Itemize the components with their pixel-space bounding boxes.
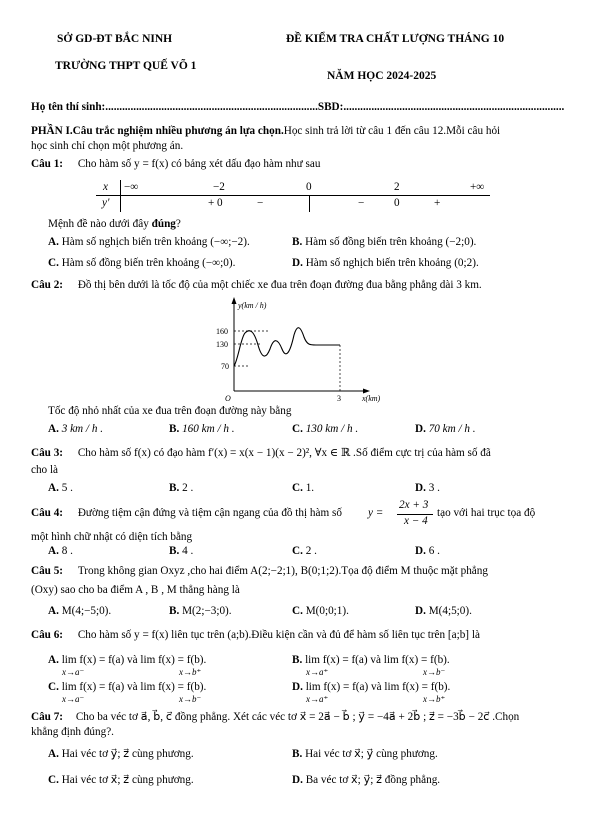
option-key: A. <box>48 423 59 435</box>
q6-text: Cho hàm số y = f(x) liên tục trên (a;b).Điều kiện cần và đủ để hàm số liên tục trên [a;b] là <box>77 629 480 641</box>
question-7 <box>31 710 519 723</box>
option-key: A. <box>48 605 59 617</box>
q7-option-a[interactable] <box>48 747 194 760</box>
q3-text-2: cho là <box>31 464 59 476</box>
q7-option-c[interactable] <box>48 773 194 786</box>
option-text: Ba véc tơ x⃗; y⃗; z⃗ đồng phẳng. <box>305 774 441 786</box>
x-value: −∞ <box>124 181 139 193</box>
q1-prompt-bold: đúng <box>151 218 176 230</box>
q4-text-post: tạo với hai trục tọa độ <box>437 507 536 519</box>
sign-value: + <box>208 197 215 209</box>
option-key: B. <box>169 423 180 435</box>
q4-option-c[interactable] <box>292 545 317 557</box>
q7-text-2: khẳng định đúng?. <box>31 726 114 738</box>
option-text: 5 . <box>61 482 73 494</box>
q6-option-b[interactable] <box>292 654 450 677</box>
question-2 <box>31 279 482 291</box>
option-text: M(4;5;0). <box>428 605 472 617</box>
option-text: Hàm số nghịch biến trên khoảng (−∞;−2). <box>61 236 250 248</box>
option-key: C. <box>48 681 59 693</box>
option-key: B. <box>169 605 180 617</box>
question-1 <box>31 158 320 170</box>
option-key: C. <box>292 545 303 557</box>
option-text: Hàm số đồng biến trên khoảng (−2;0). <box>305 236 477 248</box>
q3-option-c[interactable] <box>292 482 314 494</box>
q1-option-d[interactable] <box>292 257 479 269</box>
graph-x-label: x(km) <box>362 394 381 403</box>
option-text: Hàm số nghịch biến trên khoảng (0;2). <box>305 257 479 269</box>
x-value: 2 <box>394 181 400 193</box>
q4-func-num: 2x + 3 <box>399 499 429 511</box>
option-key: C. <box>292 482 303 494</box>
question-5 <box>31 565 488 577</box>
part1-intro: Học sinh trả lời từ câu 1 đến câu 12.Mỗi câu hỏi <box>283 125 501 137</box>
q4-option-a[interactable] <box>48 545 73 557</box>
sbd-label: SBD: <box>317 101 344 113</box>
sign-value: − <box>358 197 365 209</box>
graph-y-label: y(km / h) <box>238 301 267 310</box>
option-key: D. <box>292 257 303 269</box>
q7-option-b[interactable] <box>292 747 438 760</box>
option-text: 2 . <box>305 545 317 557</box>
q5-option-b[interactable] <box>169 605 232 617</box>
q5-option-c[interactable] <box>292 605 349 617</box>
student-info-line <box>31 101 564 113</box>
x-axis-arrow-icon <box>363 389 370 394</box>
q1-prompt-end: ? <box>175 218 181 230</box>
option-text: 160 km / h . <box>182 423 235 435</box>
q4-option-d[interactable] <box>415 545 440 557</box>
option-text: lim f(x) = f(a) và lim f(x) = f(b). <box>61 681 207 693</box>
q4-label: Câu 4: <box>31 507 64 519</box>
option-key: A. <box>48 545 59 557</box>
question-3 <box>31 446 491 459</box>
table-x-label: x <box>103 181 108 193</box>
option-text: 3 km / h . <box>61 423 104 435</box>
option-text: M(0;0;1). <box>305 605 349 617</box>
sign-value: 0 <box>217 197 223 209</box>
graph-x-tick: 3 <box>337 394 341 403</box>
q2-text: Đồ thị bên dưới là tốc độ của một chiếc xe đua trên đoạn đường đua bằng phẳng dài 3 km. <box>77 279 482 291</box>
q4-text: Đường tiệm cận đứng và tiệm cận ngang của đồ thị hàm số <box>77 507 342 519</box>
q1-text: Cho hàm số y = f(x) có bảng xét dấu đạo hàm như sau <box>77 158 321 170</box>
q6-label: Câu 6: <box>31 629 64 641</box>
limit-subscript: x→b⁺ <box>179 667 202 677</box>
table-divider <box>96 195 490 196</box>
question-4 <box>31 507 342 519</box>
q6-option-d[interactable] <box>292 681 451 704</box>
option-text: Hai véc tơ x⃗; z⃗ cùng phương. <box>61 774 194 786</box>
option-key: D. <box>292 774 303 786</box>
table-y-label: y' <box>102 197 110 209</box>
option-text: 6 . <box>428 545 440 557</box>
sign-value: + <box>434 197 441 209</box>
q1-prompt-text: Mệnh đề nào dưới đây <box>48 218 152 230</box>
q1-option-a[interactable] <box>48 236 250 248</box>
q4-option-b[interactable] <box>169 545 193 557</box>
option-key: D. <box>415 545 426 557</box>
q5-text-2: (Oxy) sao cho ba điểm A , B , M thẳng hàng là <box>31 584 240 596</box>
q2-prompt: Tốc độ nhỏ nhất của xe đua trên đoạn đường này bằng <box>48 405 292 417</box>
sign-table <box>96 180 490 212</box>
q2-option-c[interactable] <box>292 423 358 435</box>
option-key: B. <box>292 748 303 760</box>
sign-value: − <box>257 197 264 209</box>
q3-text: Cho hàm số f(x) có đạo hàm f′(x) = x(x − 1)(x − 2)², ∀x ∈ ℝ .Số điểm cực trị của hàm số đã <box>77 447 491 459</box>
q6-option-c[interactable] <box>48 681 207 704</box>
q3-label: Câu 3: <box>31 447 64 459</box>
limit-subscript: x→a⁻ <box>62 667 85 677</box>
name-field[interactable]: ............................................................................ <box>105 101 318 113</box>
q4-text-2: một hình chữ nhật có diện tích bằng <box>31 531 193 543</box>
part1-intro-2: học sinh chỉ chọn một phương án. <box>31 140 184 152</box>
option-key: B. <box>292 236 303 248</box>
option-text: 3 . <box>428 482 440 494</box>
option-text: lim f(x) = f(a) và lim f(x) = f(b). <box>61 654 207 666</box>
sbd-field[interactable]: ............................................................................... <box>343 101 565 113</box>
q3-option-a[interactable] <box>48 482 73 494</box>
graph-y-tick: 130 <box>216 340 228 349</box>
q4-func-den: x − 4 <box>404 515 428 527</box>
option-key: D. <box>415 605 426 617</box>
q7-option-d[interactable] <box>292 773 440 786</box>
q7-label: Câu 7: <box>31 711 64 723</box>
option-key: A. <box>48 482 59 494</box>
option-text: M(4;−5;0). <box>61 605 112 617</box>
x-value: +∞ <box>470 181 485 193</box>
part1-title: PHẦN I.Câu trắc nghiệm nhiều phương án lựa chọn. <box>31 125 284 137</box>
option-text: Hai véc tơ y⃗; z⃗ cùng phương. <box>61 748 194 760</box>
sign-value: 0 <box>394 197 400 209</box>
question-6 <box>31 629 480 641</box>
y-axis-arrow-icon <box>232 297 237 304</box>
option-text: 1. <box>305 482 315 494</box>
limit-subscript: x→b⁻ <box>423 667 446 677</box>
q5-text: Trong không gian Oxyz ,cho hai điểm A(2;−2;1), B(0;1;2).Tọa độ điểm M thuộc mặt phẳng <box>77 565 488 577</box>
q7-text: Cho ba véc tơ a⃗, b⃗, c⃗ đồng phẳng. Xét các véc tơ x⃗ = 2a⃗ − b⃗ ; y⃗ = −4a⃗ + 2b⃗ ; z⃗ = −3b⃗ − 2c⃗ .Chọn <box>75 711 520 723</box>
option-key: A. <box>48 236 59 248</box>
exam-title: ĐỀ KIỂM TRA CHẤT LƯỢNG THÁNG 10 <box>286 33 505 45</box>
dept-name: SỞ GD-ĐT BẮC NINH <box>57 33 173 45</box>
q3-option-b[interactable] <box>169 482 193 494</box>
q2-option-a[interactable] <box>48 423 103 435</box>
option-text: 130 km / h . <box>305 423 359 435</box>
option-key: A. <box>48 748 59 760</box>
option-text: Hai véc tơ x⃗; y⃗ cùng phương. <box>305 748 438 760</box>
option-text: 8 . <box>61 545 73 557</box>
option-text: 4 . <box>182 545 194 557</box>
option-key: C. <box>292 423 303 435</box>
option-key: D. <box>415 423 426 435</box>
q4-func-lhs: y = <box>368 507 384 519</box>
q5-option-d[interactable] <box>415 605 472 617</box>
speed-graph <box>200 295 400 407</box>
limit-subscript: x→a⁻ <box>62 694 85 704</box>
option-text: lim f(x) = f(a) và lim f(x) = f(b). <box>305 681 451 693</box>
option-text: 70 km / h . <box>428 423 476 435</box>
table-label-border <box>120 180 121 212</box>
q6-option-a[interactable] <box>48 654 207 677</box>
q5-option-a[interactable] <box>48 605 111 617</box>
school-name: TRƯỜNG THPT QUẾ VÕ 1 <box>55 60 197 72</box>
table-bar <box>309 195 310 212</box>
option-text: 2 . <box>182 482 194 494</box>
option-key: C. <box>292 605 303 617</box>
limit-subscript: x→b⁻ <box>179 694 202 704</box>
q2-option-b[interactable] <box>169 423 235 435</box>
option-key: C. <box>48 257 59 269</box>
limit-subscript: x→a⁺ <box>306 694 329 704</box>
limit-subscript: x→b⁺ <box>423 694 446 704</box>
option-text: lim f(x) = f(a) và lim f(x) = f(b). <box>305 654 450 666</box>
q1-option-b[interactable] <box>292 236 476 248</box>
name-label: Họ tên thí sinh: <box>31 101 106 113</box>
option-text: M(2;−3;0). <box>182 605 232 617</box>
q1-option-c[interactable] <box>48 257 235 269</box>
q1-prompt <box>48 218 181 230</box>
option-key: D. <box>415 482 426 494</box>
q5-label: Câu 5: <box>31 565 64 577</box>
part1-title-line <box>31 125 500 137</box>
q2-option-d[interactable] <box>415 423 476 435</box>
option-text: Hàm số đồng biến trên khoảng (−∞;0). <box>61 257 236 269</box>
option-key: D. <box>292 681 303 693</box>
q3-option-d[interactable] <box>415 482 440 494</box>
school-year: NĂM HỌC 2024-2025 <box>327 70 437 82</box>
limit-subscript: x→a⁺ <box>306 667 329 677</box>
x-value: −2 <box>213 181 225 193</box>
option-key: B. <box>169 482 180 494</box>
q2-label: Câu 2: <box>31 279 64 291</box>
q1-label: Câu 1: <box>31 158 64 170</box>
option-key: B. <box>169 545 180 557</box>
option-key: C. <box>48 774 59 786</box>
option-key: B. <box>292 654 303 666</box>
graph-y-tick: 160 <box>216 327 228 336</box>
graph-y-tick: 70 <box>221 362 229 371</box>
x-value: 0 <box>306 181 312 193</box>
option-key: A. <box>48 654 59 666</box>
graph-origin: O <box>225 394 231 403</box>
speed-curve <box>234 328 340 366</box>
